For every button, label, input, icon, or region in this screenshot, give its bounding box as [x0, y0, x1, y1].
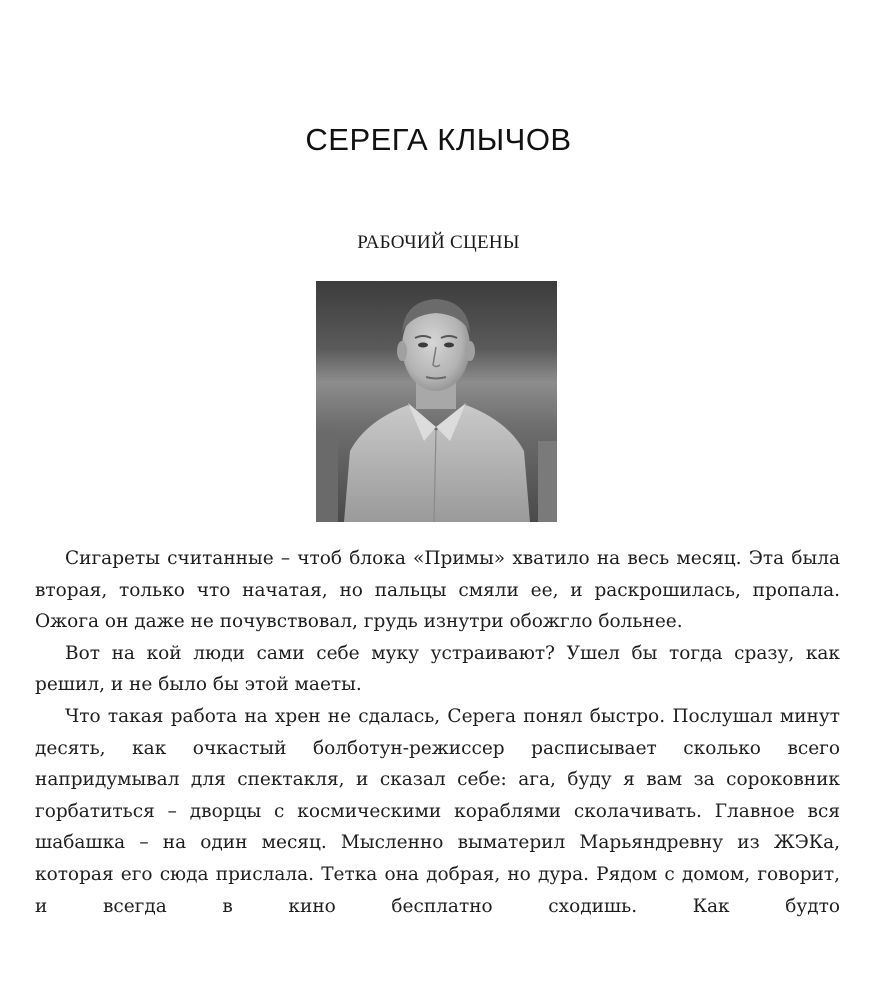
chapter-subtitle: РАБОЧИЙ СЦЕНЫ	[357, 232, 520, 253]
paragraph-3: Что такая работа на хрен не сдалась, Серега понял быстро. Послушал минут десять, как очкастый болботун-режиссер расписывает сколько всего напридумывал для спектакля, и сказал себе: ага, буду я вам за сороковник горбатиться – дворцы с космическими кораблями сколачивать. Главное вся шабашка – на один месяц. Мысленно выматерил Марьяндревну из ЖЭКа, которая его сюда прислала. Тетка она добрая, но дура. Рядом с домом, говорит, и всегда в кино бесплатно сходишь. Как будто	[35, 705, 840, 917]
paragraph-2: Вот на кой люди сами себе муку устраивают? Ушел бы тогда сразу, как решил, и не было бы этой маеты.	[35, 642, 840, 696]
paragraph-1: Сигареты считанные – чтоб блока «Примы» хватило на весь месяц. Эта была вторая, только что начатая, но пальцы смяли ее, и раскрошилась, пропала. Ожога он даже не почувствовал, грудь изнутри обожгло больнее.	[35, 548, 840, 633]
body-text	[35, 543, 840, 922]
portrait-photo	[316, 281, 557, 522]
chapter-title: СЕРЕГА КЛЫЧОВ	[305, 122, 572, 157]
